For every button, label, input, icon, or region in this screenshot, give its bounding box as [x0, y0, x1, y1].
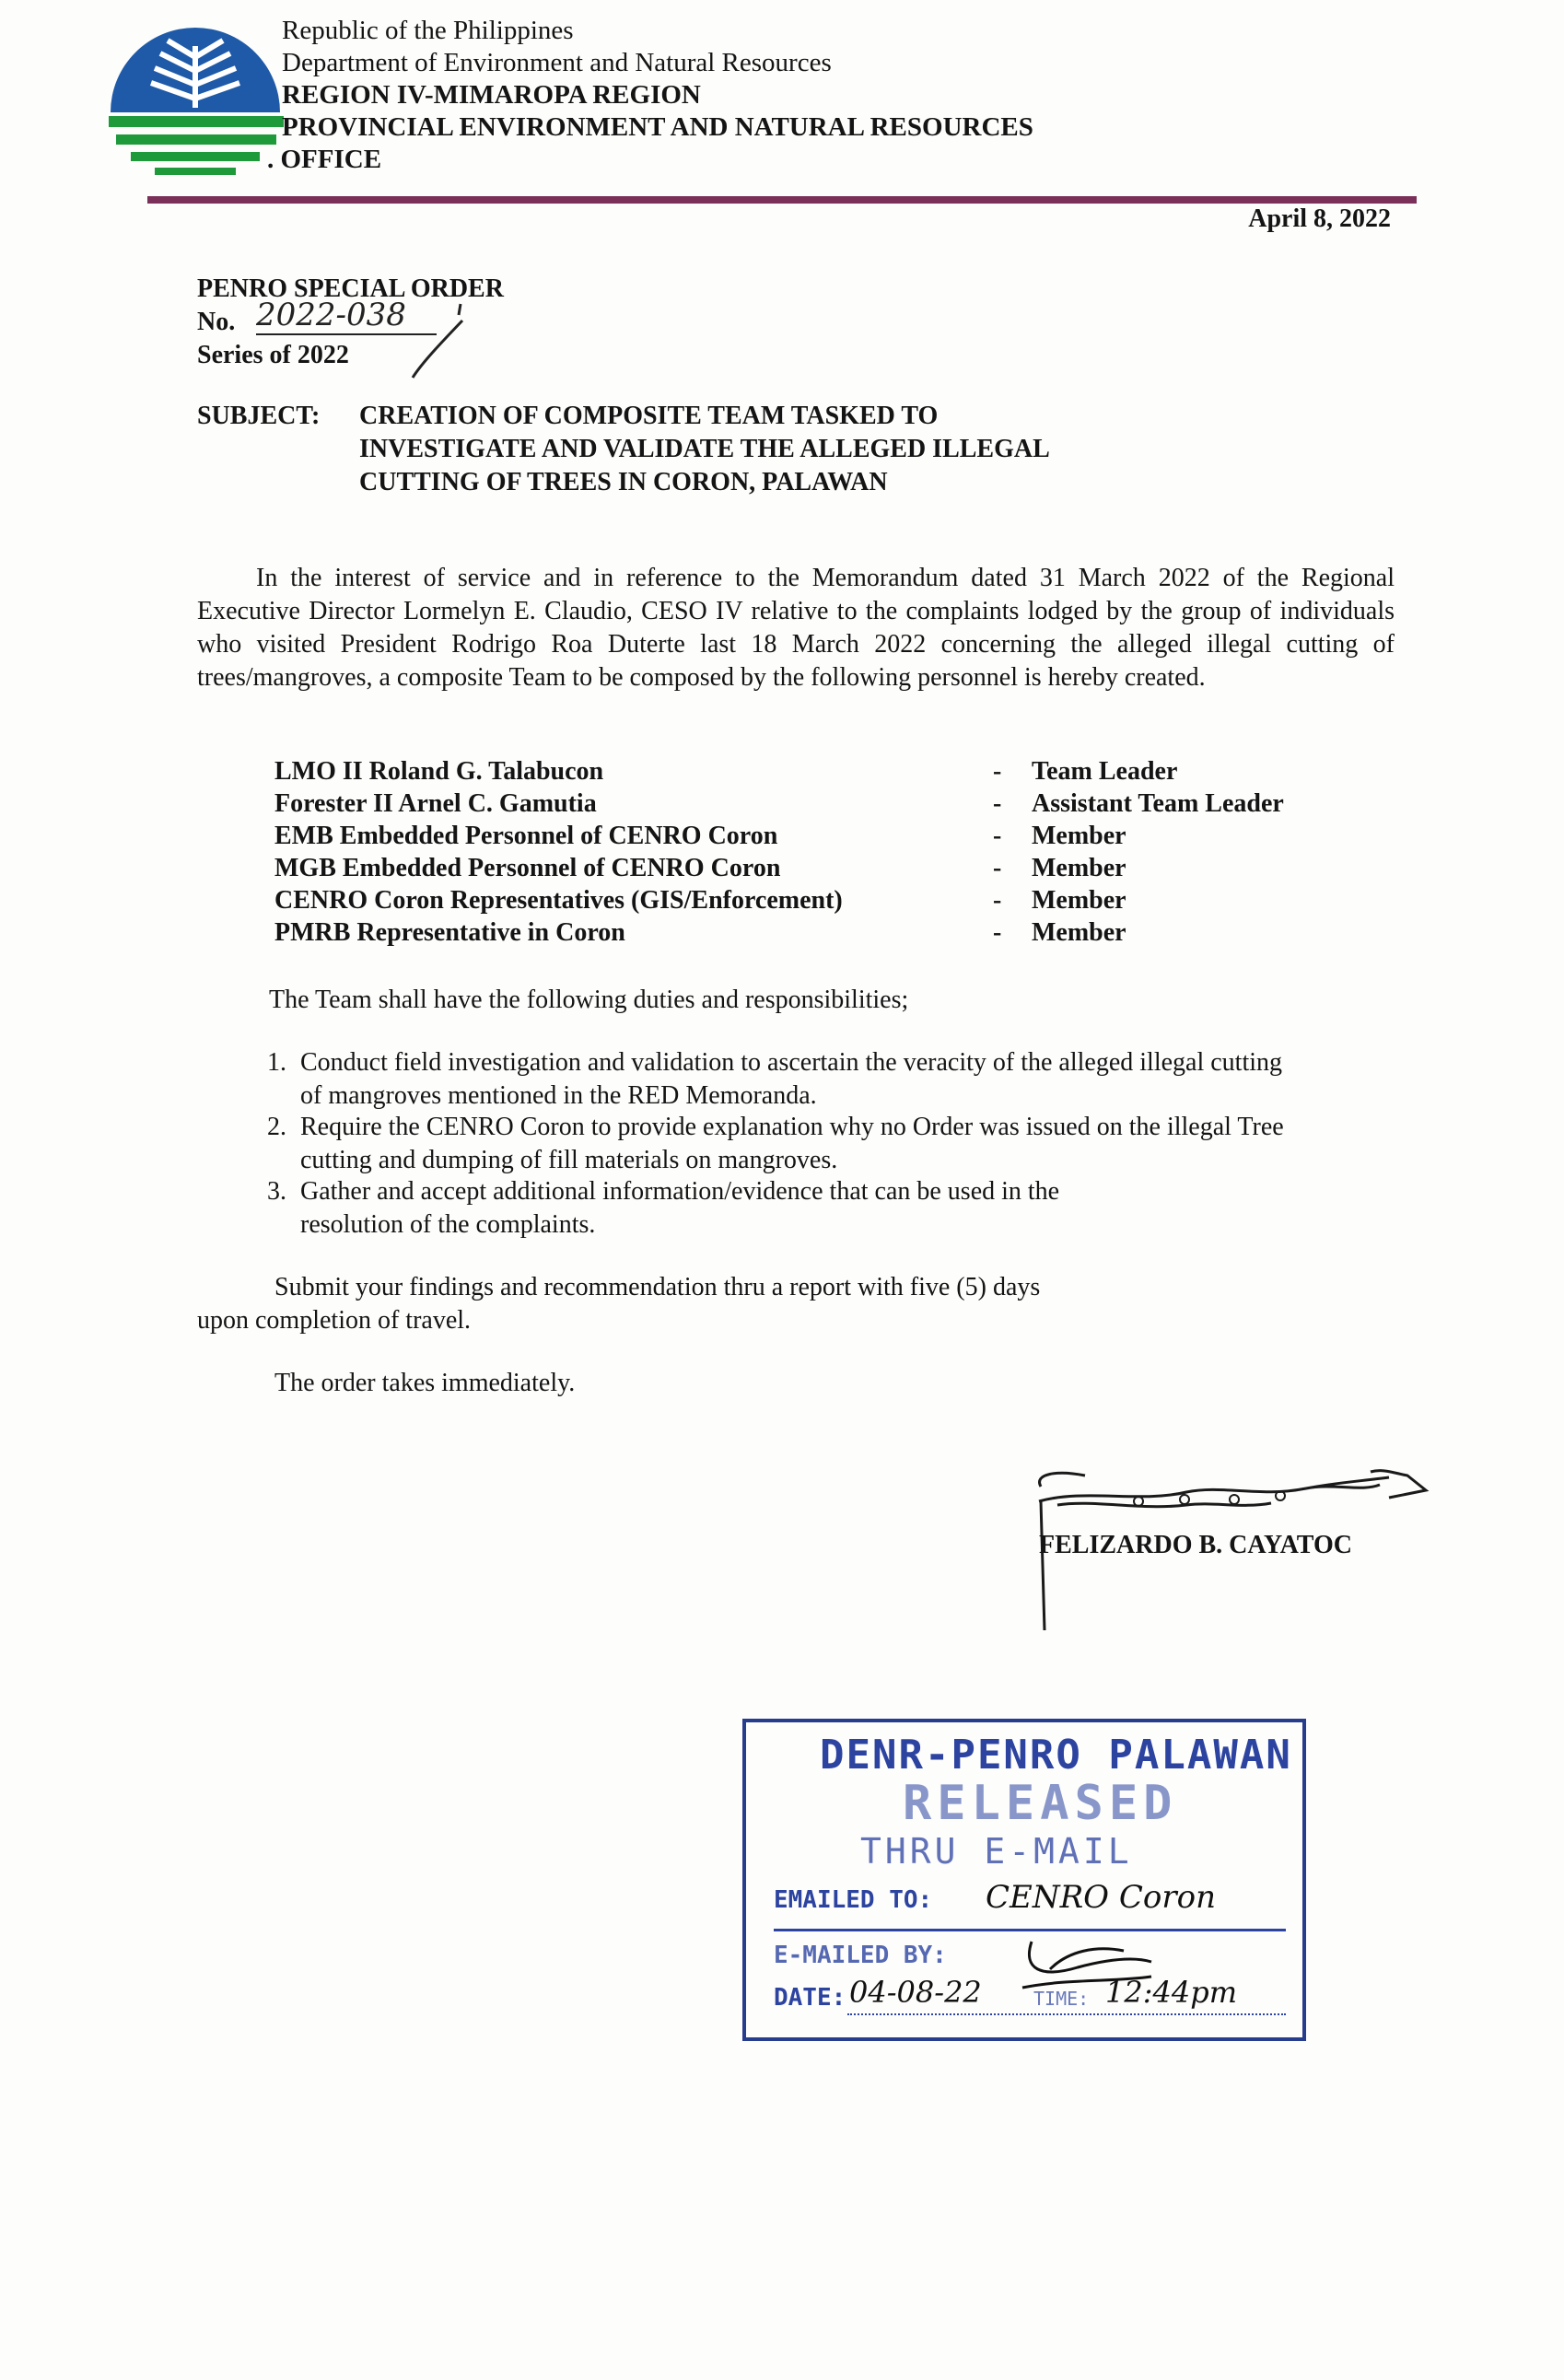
- member-dash: -: [993, 757, 1002, 786]
- stamp-thru-email: THRU E-MAIL: [860, 1831, 1133, 1872]
- member-dash: -: [993, 822, 1002, 850]
- member-role: Assistant Team Leader: [1032, 789, 1284, 818]
- subject-line-2: INVESTIGATE AND VALIDATE THE ALLEGED ILLEGAL: [359, 435, 1050, 463]
- member-role: Member: [1032, 886, 1126, 915]
- member-name: LMO II Roland G. Talabucon: [274, 757, 604, 786]
- member-name: CENRO Coron Representatives (GIS/Enforcement): [274, 886, 843, 915]
- duty-number: 2.: [267, 1113, 286, 1141]
- stamp-emailed-to-value: CENRO Coron: [986, 1879, 1216, 1916]
- member-name: PMRB Representative in Coron: [274, 918, 625, 947]
- intro-paragraph: In the interest of service and in reference to the Memorandum dated 31 March 2022 of the Regional Executive Director Lormelyn E. Claudio, CESO IV relative to the complaints lodged by the group of individuals who visited President Rodrigo Roa Duterte last 18 March 2022 concerning the alleged illegal cutting of trees/mangroves, a composite Team to be composed by the following personnel is hereby created.: [197, 564, 1395, 692]
- member-role: Member: [1032, 918, 1126, 947]
- letterhead-region: REGION IV-MIMAROPA REGION: [282, 80, 701, 110]
- stamp-time-label: TIME:: [1033, 1988, 1090, 2010]
- stamp-date-value: 04-08-22: [849, 1975, 982, 2010]
- member-dash: -: [993, 918, 1002, 947]
- denr-logo-icon: [103, 20, 287, 177]
- handwritten-slash-mark: [405, 300, 479, 383]
- letterhead-department: Department of Environment and Natural Resources: [282, 48, 832, 77]
- letterhead-office: PROVINCIAL ENVIRONMENT AND NATURAL RESOURCES: [282, 112, 1033, 142]
- stamp-office: DENR-PENRO PALAWAN: [820, 1732, 1292, 1779]
- member-role: Member: [1032, 822, 1126, 850]
- stamp-time-value: 12:44pm: [1105, 1975, 1238, 2010]
- member-name: MGB Embedded Personnel of CENRO Coron: [274, 854, 781, 882]
- submit-line-2: upon completion of travel.: [197, 1306, 472, 1335]
- subject-line-1: CREATION OF COMPOSITE TEAM TASKED TO: [359, 402, 939, 430]
- letterhead-republic: Republic of the Philippines: [282, 16, 574, 45]
- member-role: Member: [1032, 854, 1126, 882]
- duties-intro: The Team shall have the following duties and responsibilities;: [269, 986, 909, 1014]
- duty-line: of mangroves mentioned in the RED Memoranda.: [300, 1081, 817, 1110]
- duty-number: 3.: [267, 1177, 286, 1206]
- duty-line: Conduct field investigation and validation to ascertain the veracity of the alleged illegal cutting: [300, 1048, 1282, 1077]
- member-name: Forester II Arnel C. Gamutia: [274, 789, 597, 818]
- closing-line: The order takes immediately.: [274, 1369, 576, 1397]
- member-dash: -: [993, 886, 1002, 915]
- order-no-label: No.: [197, 308, 236, 336]
- order-number-handwritten: 2022-038: [256, 297, 437, 335]
- duty-line: cutting and dumping of fill materials on mangroves.: [300, 1146, 838, 1174]
- header-rule: [147, 196, 1417, 204]
- member-name: EMB Embedded Personnel of CENRO Coron: [274, 822, 778, 850]
- stamp-date-underline: [847, 2013, 1286, 2017]
- order-series: Series of 2022: [197, 341, 349, 369]
- stamp-emailed-by-label: E-MAILED BY:: [774, 1942, 947, 1969]
- subject-label: SUBJECT:: [197, 402, 321, 430]
- document-date: April 8, 2022: [1248, 204, 1391, 233]
- subject-line-3: CUTTING OF TREES IN CORON, PALAWAN: [359, 468, 888, 496]
- duty-line: Gather and accept additional information/evidence that can be used in the: [300, 1177, 1060, 1206]
- member-dash: -: [993, 789, 1002, 818]
- letterhead-office-cont: . OFFICE: [267, 145, 382, 174]
- member-role: Team Leader: [1032, 757, 1178, 786]
- duty-line: resolution of the complaints.: [300, 1210, 596, 1239]
- duty-number: 1.: [267, 1048, 286, 1077]
- duty-line: Require the CENRO Coron to provide explanation why no Order was issued on the illegal Tree: [300, 1113, 1284, 1141]
- released-stamp: [742, 1719, 1306, 2041]
- stamp-released: RELEASED: [903, 1776, 1178, 1831]
- member-dash: -: [993, 854, 1002, 882]
- stamp-date-label: DATE:: [774, 1984, 846, 2012]
- signatory-name: FELIZARDO B. CAYATOC: [1039, 1531, 1352, 1559]
- stamp-emailed-to-label: EMAILED TO:: [774, 1886, 933, 1914]
- submit-line-1: Submit your findings and recommendation thru a report with five (5) days: [274, 1273, 1041, 1301]
- order-title: PENRO SPECIAL ORDER: [197, 274, 504, 303]
